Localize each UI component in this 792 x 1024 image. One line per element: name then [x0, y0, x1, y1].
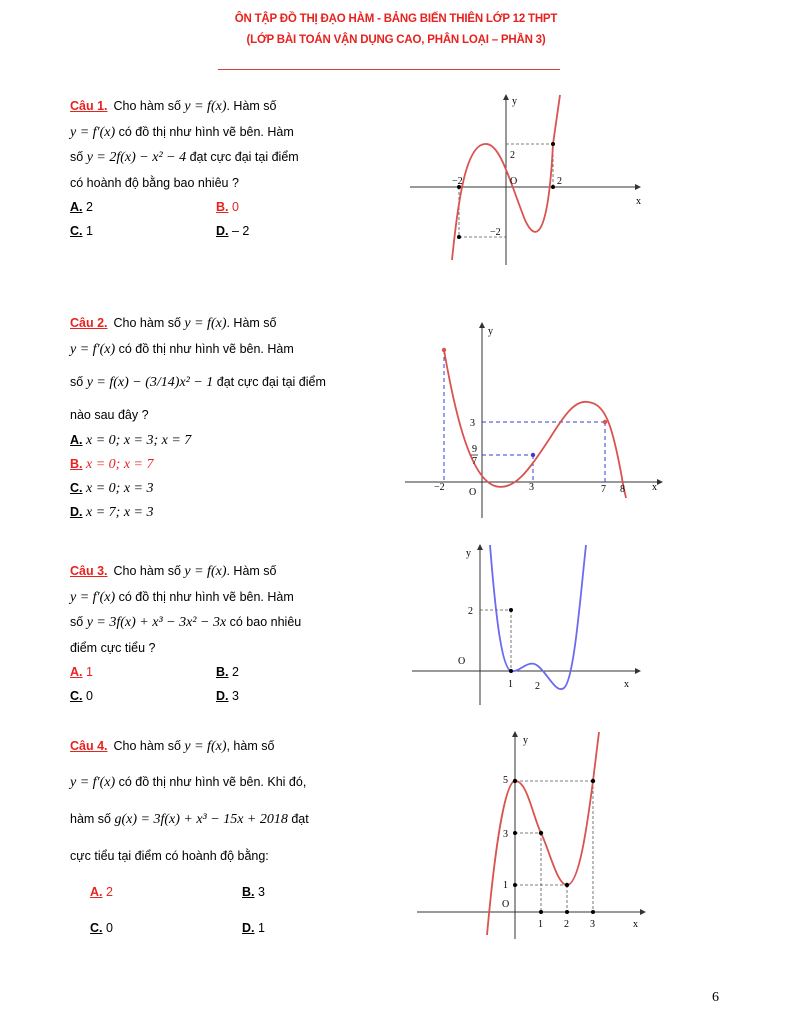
- tick-label-3-x: 3: [529, 482, 534, 493]
- question-2-line-3: số y = f(x) − (3/14)x² − 1 đạt cực đại tại điểm: [70, 375, 326, 390]
- point-0-1: [513, 883, 517, 887]
- question-3-option-c[interactable]: C. 0: [70, 689, 93, 703]
- question-3-line-2: y = f′(x) có đồ thị như hình vẽ bên. Hàm: [70, 589, 294, 605]
- question-2-option-d-row: [70, 500, 370, 524]
- point-2-0: [551, 185, 555, 189]
- question-4-options-row-1: [70, 880, 380, 916]
- question-1-line-1: Câu 1. Cho hàm số y = f(x). Hàm số: [70, 99, 277, 114]
- point-2-2: [551, 142, 555, 146]
- question-4-line-4: cực tiểu tại điểm có hoành độ bằng:: [70, 849, 269, 863]
- origin-label: O: [502, 899, 510, 910]
- page-number: 6: [712, 990, 719, 1005]
- y-axis-label: y: [512, 96, 517, 107]
- tick-label-2-y: 2: [510, 150, 515, 161]
- question-3-options-row-1: [70, 660, 370, 684]
- question-1-label: Câu 1.: [70, 99, 108, 113]
- dashed-guides: [480, 610, 511, 671]
- question-2-option-b-row: [70, 452, 370, 476]
- question-3-option-a[interactable]: A. 1: [70, 665, 93, 679]
- question-4-line-3: hàm số g(x) = 3f(x) + x³ − 15x + 2018 đạt: [70, 812, 309, 827]
- question-3-line-4: điểm cực tiểu ?: [70, 640, 156, 655]
- question-3-line-3: số y = 3f(x) + x³ − 3x² − 3x có bao nhiêu: [70, 615, 302, 630]
- x-axis-label: x: [633, 919, 638, 930]
- y-axis-label: y: [523, 735, 528, 746]
- point-0-5: [513, 779, 517, 783]
- point-3-0: [591, 910, 595, 914]
- point-3-5: [591, 779, 595, 783]
- question-4-option-d[interactable]: D. 1: [242, 921, 265, 935]
- point-7: [603, 420, 607, 424]
- question-1: [70, 94, 370, 243]
- origin-label: O: [510, 176, 518, 187]
- question-4-line-2: y = f′(x) có đồ thị như hình vẽ bên. Khi đó,: [70, 775, 307, 790]
- tick-label-3-y: 3: [503, 829, 508, 840]
- question-3-line-1: Câu 3. Cho hàm số y = f(x). Hàm số: [70, 564, 277, 579]
- title-divider: [218, 69, 560, 70]
- question-3-option-b[interactable]: B. 2: [216, 665, 239, 679]
- x-axis-label: x: [624, 679, 629, 690]
- point-neg2-neg2: [457, 235, 461, 239]
- question-4-label: Câu 4.: [70, 739, 108, 753]
- point-2-1: [565, 883, 569, 887]
- question-2-option-c-row: [70, 476, 370, 500]
- point-1-2: [509, 608, 513, 612]
- document-title: ÔN TẬP ĐỒ THỊ ĐẠO HÀM - BẢNG BIẾN THIÊN LỚP 12 THPT: [234, 13, 558, 25]
- question-4-option-c[interactable]: C. 0: [90, 921, 113, 935]
- question-1-line-3: số y = 2f(x) − x² − 4 đạt cực đại tại điểm: [70, 150, 299, 165]
- question-2-option-c[interactable]: C. x = 0; x = 3: [70, 480, 154, 496]
- tick-label-9-over-7-den: 7: [472, 456, 477, 467]
- question-4-options-row-2: [70, 916, 380, 940]
- question-2-line-1: Câu 2. Cho hàm số y = f(x). Hàm số: [70, 316, 277, 331]
- point-1-0: [539, 910, 543, 914]
- question-1-option-a[interactable]: A. 2: [70, 200, 93, 214]
- question-1-options-row-1: [70, 195, 370, 219]
- dashed-guides: [515, 781, 593, 912]
- tick-label-9-over-7-num: 9: [472, 444, 477, 455]
- point-3: [531, 453, 535, 457]
- origin-label: O: [458, 656, 466, 667]
- question-1-line-4: có hoành độ bằng bao nhiêu ?: [70, 175, 239, 190]
- tick-label-1-y: 1: [503, 880, 508, 891]
- tick-label-8: 8: [620, 484, 625, 495]
- tick-label-1: 1: [508, 679, 513, 690]
- question-3-options-row-2: [70, 684, 370, 708]
- question-2-option-a-row: [70, 428, 370, 452]
- point-0-3: [513, 831, 517, 835]
- question-2-option-a[interactable]: A. x = 0; x = 3; x = 7: [70, 432, 192, 448]
- question-3: [70, 559, 370, 708]
- question-1-option-b[interactable]: B. 0: [216, 200, 239, 214]
- question-3-label: Câu 3.: [70, 564, 108, 578]
- question-4-graph: [415, 727, 655, 942]
- tick-label-1-x: 1: [538, 919, 543, 930]
- point-2-0: [565, 910, 569, 914]
- question-4-option-a[interactable]: A. 2: [90, 885, 113, 899]
- point-1-3: [539, 831, 543, 835]
- question-1-graph: [400, 90, 650, 270]
- tick-label-neg2-x: −2: [452, 176, 463, 187]
- question-1-option-d[interactable]: D. – 2: [216, 224, 250, 238]
- question-1-options-row-2: [70, 219, 370, 243]
- tick-label-2-x: 2: [535, 681, 540, 692]
- question-2-line-2: y = f′(x) có đồ thị như hình vẽ bên. Hàm: [70, 341, 294, 357]
- tick-label-neg2: −2: [434, 482, 445, 493]
- derivative-curve: [490, 545, 586, 689]
- tick-label-2-x: 2: [564, 919, 569, 930]
- tick-label-2-y: 2: [468, 606, 473, 617]
- tick-label-5: 5: [503, 775, 508, 786]
- x-axis-label: x: [636, 196, 641, 207]
- question-2-option-b[interactable]: B. x = 0; x = 7: [70, 456, 154, 472]
- question-4-option-b[interactable]: B. 3: [242, 885, 265, 899]
- tick-label-neg2-y: −2: [490, 227, 501, 238]
- question-3-option-d[interactable]: D. 3: [216, 689, 239, 703]
- question-1-line-2: y = f′(x) có đồ thị như hình vẽ bên. Hàm: [70, 124, 294, 140]
- question-2-line-4: nào sau đây ?: [70, 408, 149, 422]
- origin-label: O: [469, 487, 477, 498]
- dashed-guides: [444, 350, 605, 482]
- question-2: [70, 311, 370, 524]
- tick-label-7: 7: [601, 484, 606, 495]
- question-3-graph: [410, 540, 650, 710]
- y-axis-label: y: [488, 326, 493, 337]
- document-subtitle: (LỚP BÀI TOÁN VẬN DỤNG CAO, PHÂN LOẠI – PHẦN 3): [246, 34, 546, 46]
- tick-label-3-y: 3: [470, 418, 475, 429]
- tick-label-3-x: 3: [590, 919, 595, 930]
- tick-label-2-x: 2: [557, 176, 562, 187]
- question-1-option-c[interactable]: C. 1: [70, 224, 93, 238]
- question-2-option-d[interactable]: D. x = 7; x = 3: [70, 504, 154, 520]
- point-1-0: [509, 669, 513, 673]
- question-2-graph: [400, 318, 670, 518]
- x-axis-label: x: [652, 482, 657, 493]
- question-4: [70, 729, 380, 940]
- question-2-label: Câu 2.: [70, 316, 108, 330]
- point-neg2: [442, 348, 446, 352]
- y-axis-label: y: [466, 548, 471, 559]
- question-4-line-1: Câu 4. Cho hàm số y = f(x), hàm số: [70, 739, 275, 754]
